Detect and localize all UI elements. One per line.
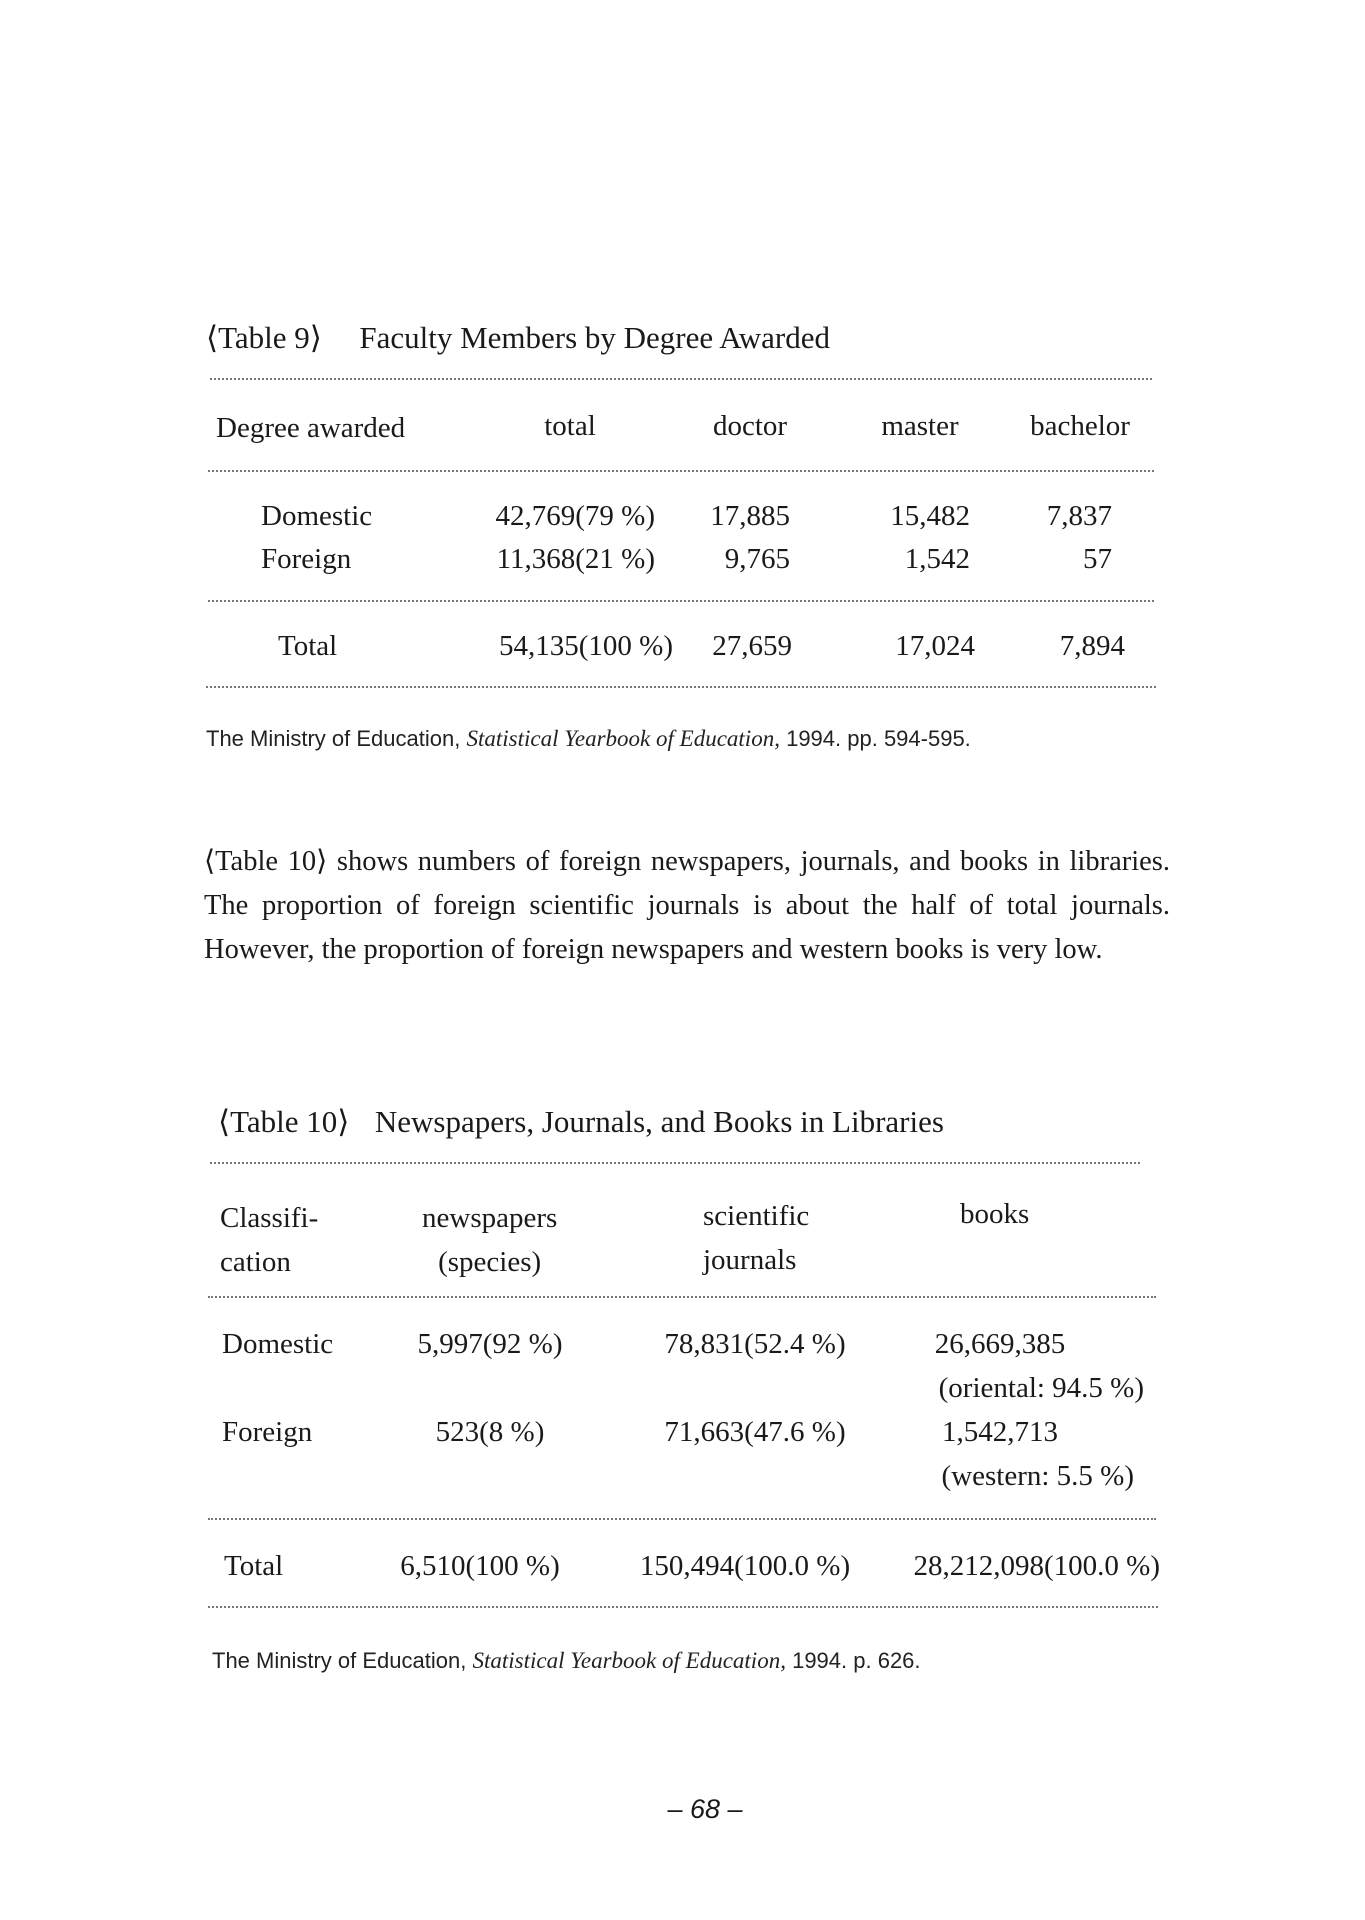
table9-cell-master: 1,542	[904, 543, 970, 575]
table10-total-books: 28,212,098(100.0 %)	[913, 1550, 1160, 1582]
table10-cell-books-note: (oriental: 94.5 %)	[938, 1372, 1144, 1404]
table10-bottom-rule	[208, 1606, 1158, 1608]
table10-body-rule	[208, 1518, 1156, 1520]
table9-body-rule	[208, 600, 1154, 602]
table10-total-newspapers: 6,510(100 %)	[400, 1550, 560, 1582]
table10-cell-books: 26,669,385	[934, 1328, 1066, 1360]
table10-source-prefix: The Ministry of Education,	[212, 1648, 467, 1673]
table9-source	[206, 726, 971, 752]
table10-cell-journals: 78,831(52.4 %)	[664, 1328, 846, 1360]
table10-cell-books: 1,542,713	[942, 1416, 1058, 1448]
table10-total-label: Total	[224, 1550, 284, 1582]
table9-top-rule	[210, 378, 1152, 380]
table10-caption-title: Newspapers, Journals, and Books in Libraries	[374, 1104, 944, 1139]
table9-cell-total: 42,769(79 %)	[495, 500, 655, 532]
table10-source-title: Statistical Yearbook of Education,	[472, 1648, 786, 1673]
table9-source-prefix: The Ministry of Education,	[206, 726, 461, 751]
table10-source	[212, 1648, 921, 1674]
table9-header-doctor: doctor	[712, 410, 788, 442]
table9-total-master: 17,024	[895, 630, 975, 662]
table10-cell-books-note: (western: 5.5 %)	[941, 1460, 1134, 1492]
table9-source-title: Statistical Yearbook of Education,	[466, 726, 780, 751]
table10-cell-newspapers: 523(8 %)	[435, 1416, 545, 1448]
table9-total-bachelor: 7,894	[1059, 630, 1125, 662]
table10-cell-journals: 71,663(47.6 %)	[664, 1416, 846, 1448]
table10-header-journals: scientific journals	[703, 1200, 810, 1276]
page-number: – 68 –	[667, 1794, 743, 1824]
table10-row-label: Domestic	[222, 1328, 334, 1360]
table9-cell-bachelor: 7,837	[1046, 500, 1112, 532]
table9-header-total: total	[544, 410, 596, 442]
table9-source-suffix: 1994. pp. 594-595.	[786, 726, 971, 751]
table10-caption	[218, 1104, 944, 1140]
table9-caption-number: ⟨Table 9⟩	[206, 320, 322, 355]
table9-caption-title: Faculty Members by Degree Awarded	[359, 320, 830, 355]
table10-row-label: Foreign	[222, 1416, 313, 1448]
table9-cell-master: 15,482	[890, 500, 970, 532]
table10-header-books: books	[960, 1198, 1030, 1230]
table9-row-label: Foreign	[261, 543, 352, 575]
table10-header-newspapers: newspapers (species)	[422, 1202, 558, 1278]
table9-total-label: Total	[278, 630, 338, 662]
body-paragraph: ⟨Table 10⟩ shows numbers of foreign newspapers, journals, and books in libraries. The proportion of foreign scientific journals is about the half of total journals. However, the proportion of foreign newspapers and western books is very low.	[204, 846, 1170, 965]
table9-total-doctor: 27,659	[712, 630, 792, 662]
table9-cell-doctor: 9,765	[724, 543, 790, 575]
table9-cell-total: 11,368(21 %)	[496, 543, 655, 575]
table9-header-bachelor: bachelor	[1030, 410, 1130, 442]
table10-caption-number: ⟨Table 10⟩	[218, 1104, 350, 1139]
table9-header-master: master	[881, 410, 959, 442]
table9-total-total: 54,135(100 %)	[499, 630, 673, 662]
table9-header-degree: Degree awarded	[216, 412, 406, 444]
table9-header-rule	[208, 470, 1154, 472]
table9-row-label: Domestic	[261, 500, 373, 532]
table10-cell-newspapers: 5,997(92 %)	[417, 1328, 563, 1360]
table10-header-rule	[208, 1296, 1156, 1298]
table10-source-suffix: 1994. p. 626.	[792, 1648, 921, 1673]
table9-caption	[206, 320, 830, 356]
table10-total-journals: 150,494(100.0 %)	[639, 1550, 851, 1582]
table10-header-classification: Classifi- cation	[220, 1202, 319, 1278]
table9-bottom-rule	[206, 686, 1156, 688]
table9-cell-doctor: 17,885	[710, 500, 790, 532]
table10-top-rule	[210, 1162, 1140, 1164]
table9-cell-bachelor: 57	[1083, 543, 1112, 575]
